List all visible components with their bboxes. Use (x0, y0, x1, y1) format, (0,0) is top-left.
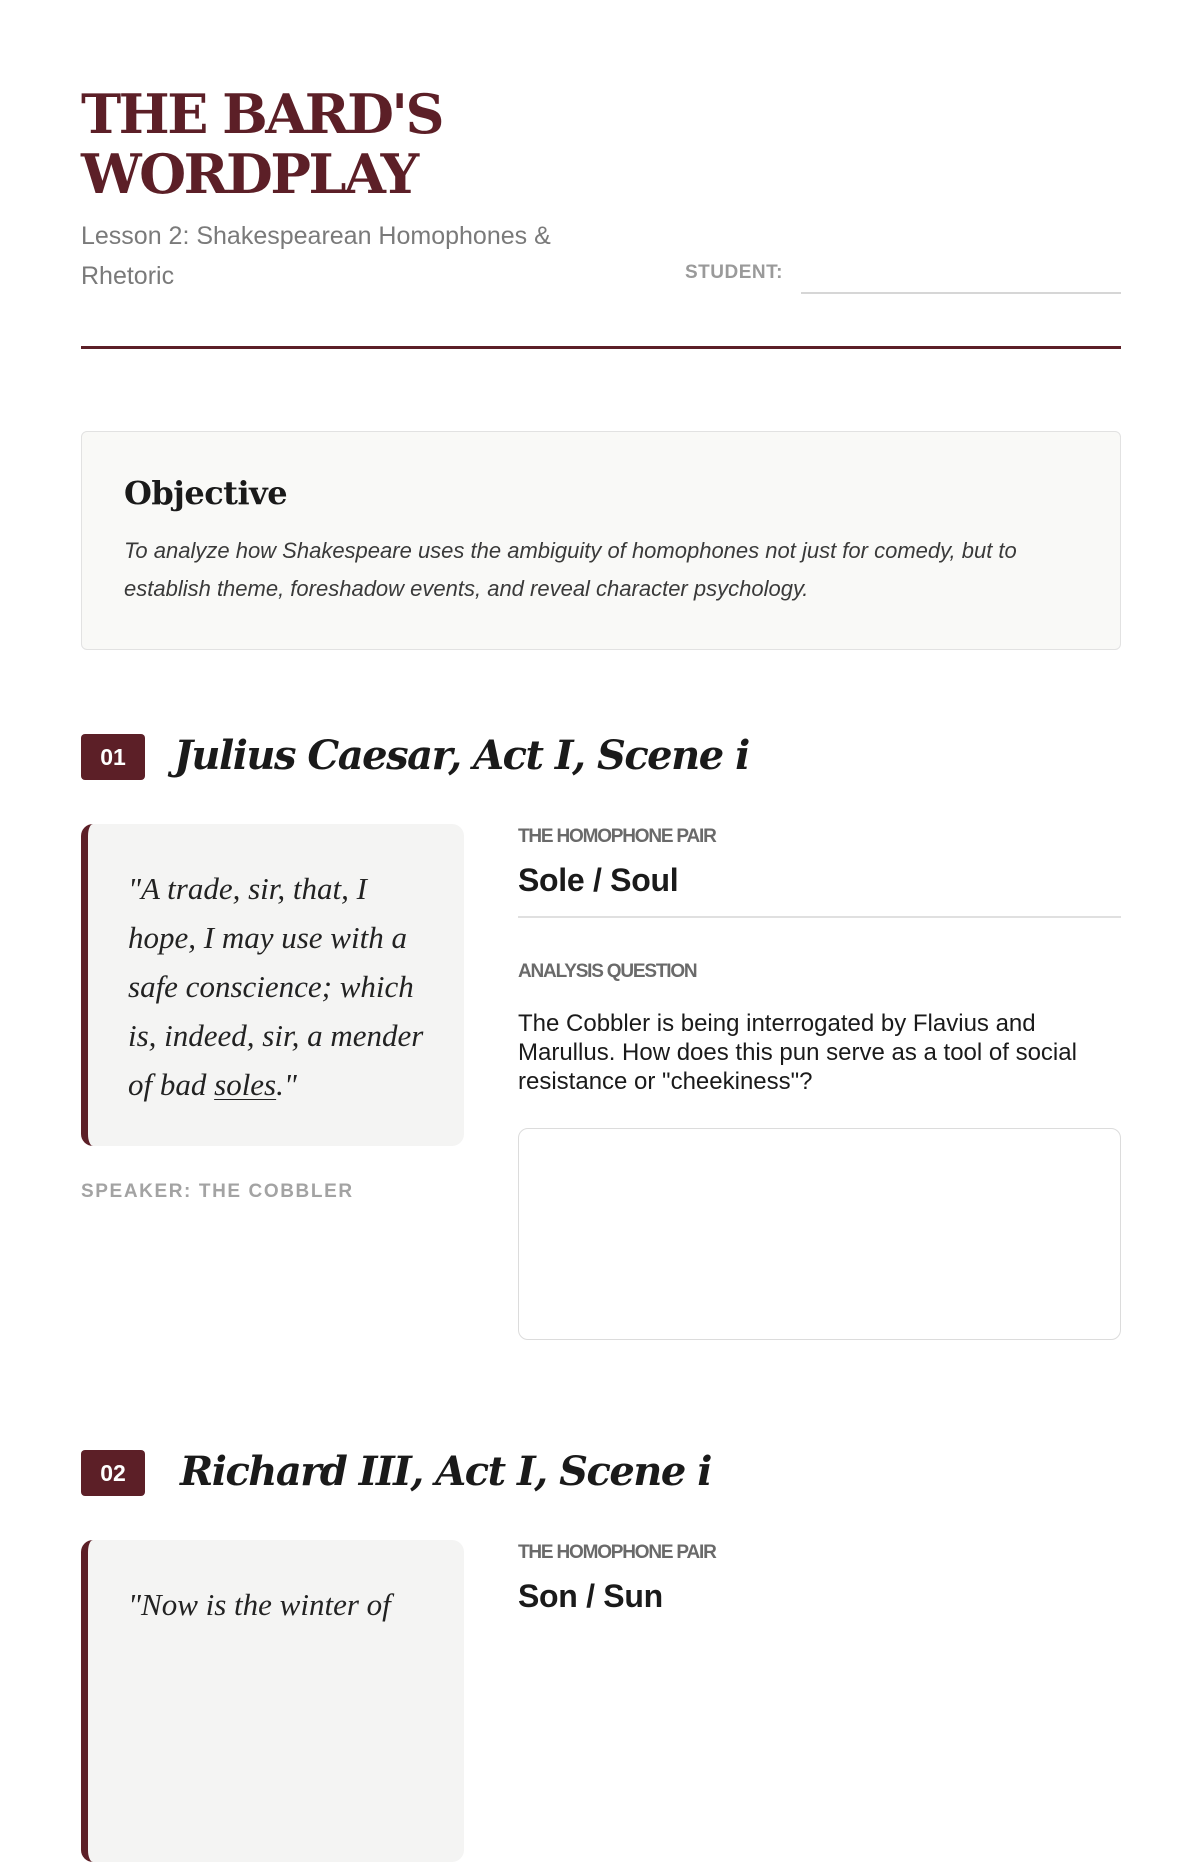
speaker-label: SPEAKER: THE COBBLER (81, 1181, 354, 1202)
header-divider (81, 346, 1121, 349)
analysis-question: The Cobbler is being interrogated by Flavius and Marullus. How does this pun serve as a tool of social resistance or "cheekiness"? (518, 1010, 1077, 1095)
pun-word: soles (214, 1067, 277, 1102)
scene-title: Julius Caesar, Act I, Scene i (174, 732, 749, 779)
analysis-question-label: ANALYSIS QUESTION (518, 961, 697, 982)
answer-box[interactable] (518, 1128, 1121, 1340)
student-label: STUDENT: (685, 262, 783, 283)
quote-card (81, 824, 464, 1146)
homophone-pair-label: THE HOMOPHONE PAIR (518, 826, 716, 847)
quote-text-start: "A trade, sir, that, I hope, I may use with a safe conscience; which is, indeed, sir, a mender of bad (128, 871, 424, 1102)
objective-heading: Objective (124, 474, 288, 512)
scene-title: Richard III, Act I, Scene i (180, 1448, 711, 1495)
worksheet-title (81, 84, 681, 204)
title-line-1: THE BARD'S (81, 82, 442, 146)
homophone-pair-label: THE HOMOPHONE PAIR (518, 1542, 716, 1563)
objective-text: To analyze how Shakespeare uses the ambiguity of homophones not just for comedy, but to establish theme, foreshadow events, and reveal character psychology. (124, 538, 1017, 601)
objective-box (81, 431, 1121, 650)
homophone-pair: Son / Sun (518, 1578, 663, 1614)
quote-text: "Now is the winter of (128, 1587, 391, 1622)
quote-text-end: ." (276, 1067, 297, 1102)
pair-divider (518, 916, 1121, 918)
student-name-field[interactable] (801, 292, 1121, 294)
section-number-badge: 02 (81, 1450, 145, 1496)
quote-text (128, 864, 438, 1109)
title-line-2: WORDPLAY (81, 142, 417, 206)
homophone-pair: Sole / Soul (518, 862, 679, 898)
section-number-badge: 01 (81, 734, 145, 780)
quote-card (81, 1540, 464, 1862)
lesson-subtitle: Lesson 2: Shakespearean Homophones & Rhetoric (81, 222, 551, 290)
